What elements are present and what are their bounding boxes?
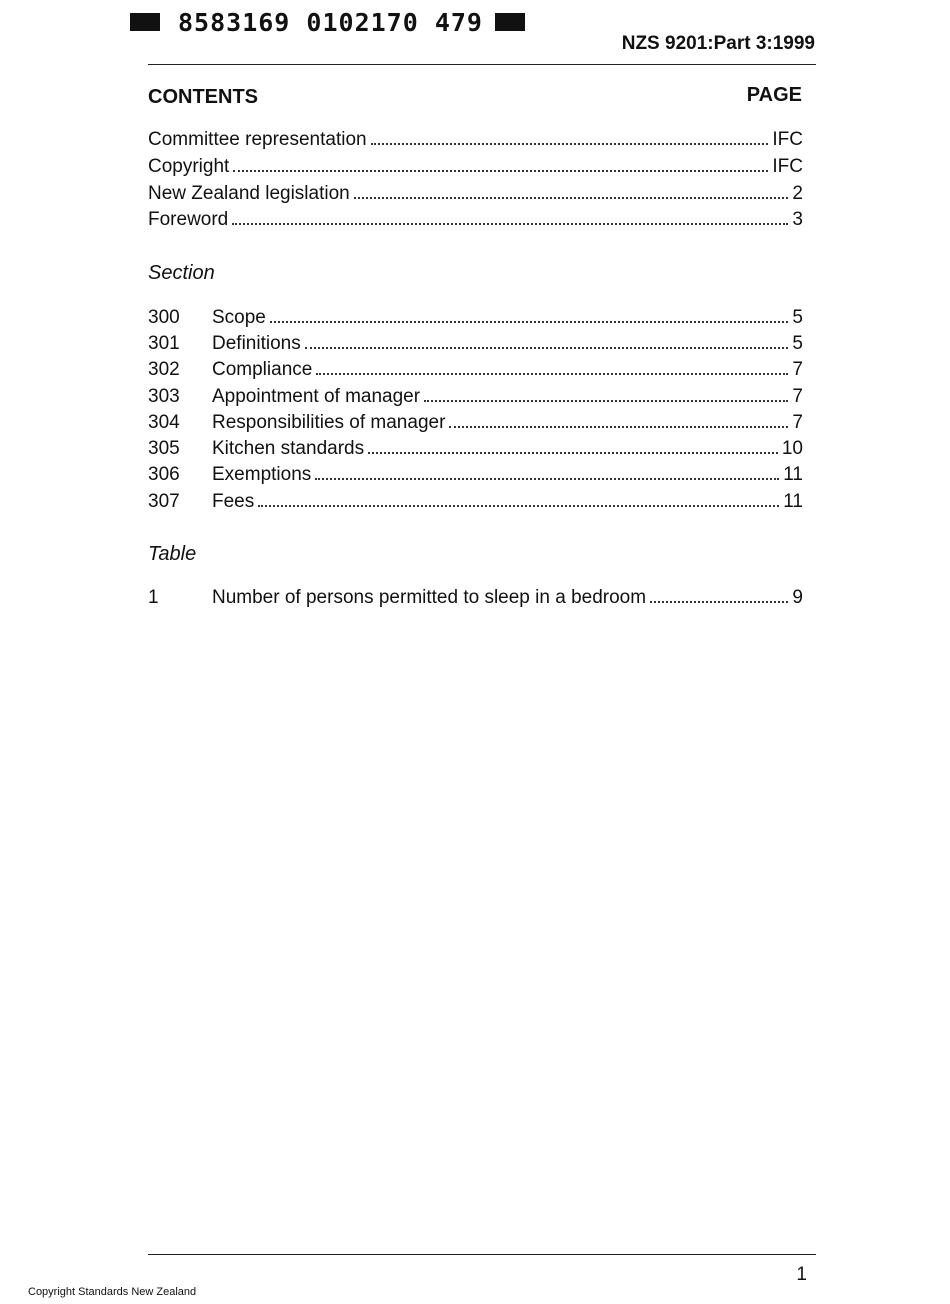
section-entry: [148, 385, 803, 409]
section-number: 306: [148, 464, 180, 485]
section-entry: [148, 490, 803, 514]
contents-heading: CONTENTS: [148, 86, 258, 108]
section-number: 303: [148, 386, 180, 407]
section-number: 300: [148, 307, 180, 328]
section-title: Kitchen standards: [212, 438, 365, 459]
document-reference: NZS 9201:Part 3:1999: [621, 33, 815, 54]
document-barcode: [130, 8, 525, 36]
section-number: 301: [148, 333, 180, 354]
toc-entry: [148, 182, 803, 206]
section-page: 11: [783, 491, 803, 512]
dot-leader: [371, 143, 769, 145]
section-title: Appointment of manager: [212, 386, 421, 407]
section-title: Exemptions: [212, 464, 312, 485]
section-entry: [148, 306, 803, 330]
toc-entry: [148, 155, 803, 179]
toc-entry-title: Foreword: [148, 209, 229, 230]
section-entry: [148, 411, 803, 435]
section-title: Scope: [212, 307, 266, 328]
section-title: Compliance: [212, 359, 313, 380]
section-title: Fees: [212, 491, 255, 512]
toc-entry: [148, 128, 803, 152]
header-rule: [148, 64, 816, 65]
section-entry: [148, 437, 803, 461]
section-title: Responsibilities of manager: [212, 412, 446, 433]
dot-leader: [315, 478, 779, 480]
section-page: 7: [792, 412, 803, 433]
section-page: 5: [792, 333, 803, 354]
table-entry: [148, 586, 803, 610]
dot-leader: [650, 601, 788, 603]
toc-entry-page: IFC: [772, 156, 803, 177]
toc-entry: [148, 208, 803, 232]
toc-entry-title: New Zealand legislation: [148, 183, 350, 204]
dot-leader: [233, 170, 768, 172]
section-entry: [148, 463, 803, 487]
dot-leader: [232, 223, 788, 225]
section-entry: [148, 358, 803, 382]
toc-entry-title: Committee representation: [148, 129, 367, 150]
table-number: 1: [148, 587, 159, 608]
table-group-label: Table: [148, 543, 197, 565]
dot-leader: [449, 426, 788, 428]
section-group-label: Section: [148, 262, 215, 284]
dot-leader: [270, 321, 789, 323]
page-column-heading: PAGE: [746, 84, 802, 106]
section-number: 302: [148, 359, 180, 380]
barcode-block-left: [130, 13, 160, 31]
table-title: Number of persons permitted to sleep in a bedroom: [212, 587, 647, 608]
section-number: 305: [148, 438, 180, 459]
barcode-digits: 8583169 0102170 479: [178, 7, 483, 37]
copyright-notice: Copyright Standards New Zealand: [28, 1286, 197, 1298]
toc-entry-title: Copyright: [148, 156, 230, 177]
table-page: 9: [792, 587, 803, 608]
section-page: 7: [792, 359, 803, 380]
toc-entry-page: IFC: [772, 129, 803, 150]
section-page: 5: [792, 307, 803, 328]
page-number: 1: [796, 1264, 807, 1285]
dot-leader: [305, 347, 789, 349]
section-page: 10: [781, 438, 803, 459]
section-number: 307: [148, 491, 180, 512]
section-number: 304: [148, 412, 180, 433]
section-title: Definitions: [212, 333, 301, 354]
section-entry: [148, 332, 803, 356]
section-page: 7: [792, 386, 803, 407]
dot-leader: [316, 373, 788, 375]
dot-leader: [368, 452, 778, 454]
dot-leader: [258, 505, 779, 507]
toc-entry-page: 3: [792, 209, 803, 230]
toc-entry-page: 2: [792, 183, 803, 204]
dot-leader: [424, 400, 788, 402]
section-page: 11: [783, 464, 803, 485]
barcode-block-right: [495, 13, 525, 31]
dot-leader: [354, 197, 789, 199]
footer-rule: [148, 1254, 816, 1255]
